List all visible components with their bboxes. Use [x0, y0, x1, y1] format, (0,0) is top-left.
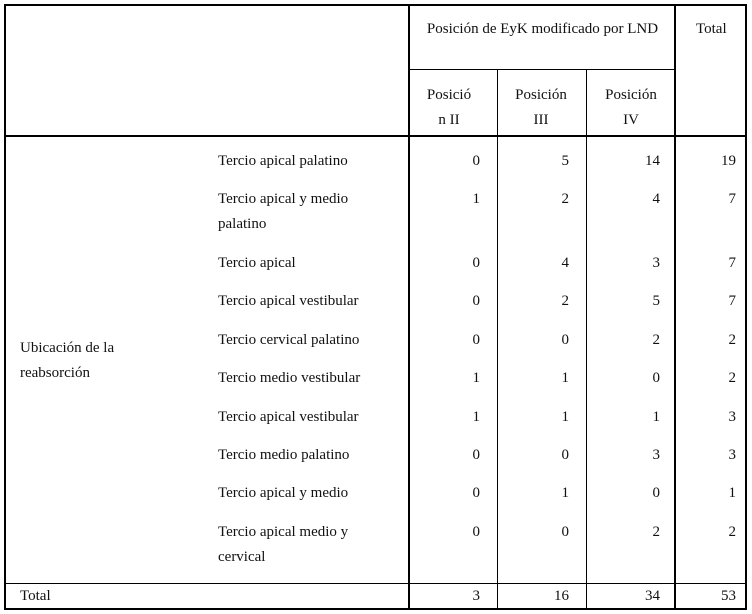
row-label: Tercio apical y medio: [218, 485, 349, 501]
row-total: 19: [721, 153, 736, 169]
total-row-grand-total: 53: [721, 588, 736, 604]
row-value: 5: [652, 293, 660, 309]
row-label: Tercio apical vestibular: [218, 293, 359, 309]
row-total: 1: [728, 485, 736, 501]
row-value: 2: [652, 332, 660, 348]
row-value: 14: [645, 153, 660, 169]
row-label: Tercio apical palatino: [218, 153, 348, 169]
total-row-value: 16: [554, 588, 569, 604]
row-value: 3: [652, 255, 660, 271]
header-total: Total: [696, 21, 727, 37]
row-value: 0: [472, 524, 480, 540]
row-label: Tercio cervical palatino: [218, 332, 360, 348]
row-total: 2: [728, 370, 736, 386]
divider-col-2: [497, 69, 498, 610]
total-row-value: 34: [645, 588, 660, 604]
row-label: Tercio apical: [218, 255, 296, 271]
divider-col-3: [586, 69, 587, 610]
header-group-title: Posición de EyK modificado por LND: [426, 21, 659, 37]
row-value: 5: [561, 153, 569, 169]
row-value: 0: [652, 370, 660, 386]
header-col-2: Posición III: [515, 87, 567, 128]
row-total: 3: [728, 409, 736, 425]
row-label: Tercio apical vestibular: [218, 409, 359, 425]
row-group-label: Ubicación de la reabsorción: [20, 340, 115, 381]
row-value: 4: [652, 191, 660, 207]
row-value: 0: [472, 153, 480, 169]
divider-label-data: [408, 4, 410, 610]
row-value: 1: [472, 191, 480, 207]
row-value: 0: [561, 332, 569, 348]
row-total: 7: [728, 191, 736, 207]
header-col-1: Posición II: [426, 87, 472, 128]
row-label: Tercio medio vestibular: [218, 370, 361, 386]
row-value: 4: [561, 255, 569, 271]
row-label: Tercio apical y medio palatino: [218, 191, 349, 232]
row-value: 1: [561, 370, 569, 386]
row-value: 0: [472, 255, 480, 271]
total-row-label: Total: [20, 588, 51, 604]
row-value: 0: [472, 447, 480, 463]
row-total: 7: [728, 255, 736, 271]
row-value: 0: [652, 485, 660, 501]
row-total: 2: [728, 332, 736, 348]
row-label: Tercio medio palatino: [218, 447, 350, 463]
header-col-3: Posición IV: [605, 87, 657, 128]
row-value: 1: [561, 409, 569, 425]
row-value: 0: [472, 485, 480, 501]
row-value: 1: [561, 485, 569, 501]
row-value: 0: [561, 447, 569, 463]
row-value: 2: [561, 191, 569, 207]
row-value: 1: [472, 370, 480, 386]
row-total: 2: [728, 524, 736, 540]
row-value: 2: [561, 293, 569, 309]
divider-header-body: [4, 135, 747, 137]
row-total: 7: [728, 293, 736, 309]
row-value: 0: [561, 524, 569, 540]
row-value: 0: [472, 332, 480, 348]
row-value: 1: [652, 409, 660, 425]
divider-header-sub: [409, 69, 674, 70]
row-total: 3: [728, 447, 736, 463]
row-value: 3: [652, 447, 660, 463]
row-value: 2: [652, 524, 660, 540]
total-row-value: 3: [472, 588, 480, 604]
row-value: 1: [472, 409, 480, 425]
divider-total: [674, 4, 676, 610]
row-label: Tercio apical medio y cervical: [218, 524, 349, 565]
row-value: 0: [472, 293, 480, 309]
